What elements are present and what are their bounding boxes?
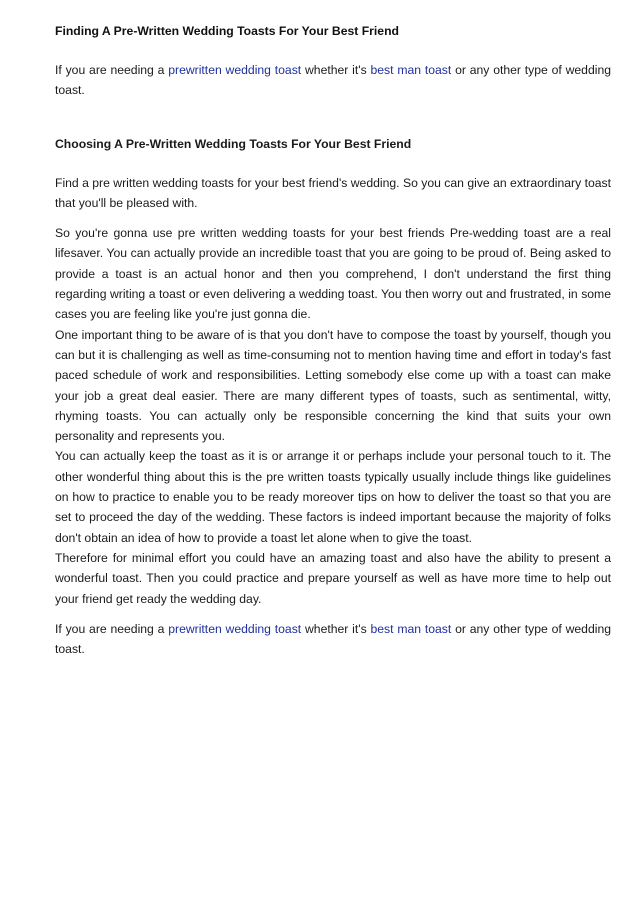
body-paragraph-2: So you're gonna use pre written wedding toasts for your best friends Pre-wedding toast are a real lifesaver. You can actually provide an incredible toast that you are going to be proud of. Being asked to provide a toast is an actual honor and then you comprehend, I don't understand the first thing regarding writing a toast or even delivering a wedding toast. You then worry out and frustrated, in some cases you are feeling like you're just gonna die. (55, 226, 611, 322)
document-page (55, 22, 611, 659)
page-title: Finding A Pre-Written Wedding Toasts For Your Best Friend (55, 24, 399, 38)
best-man-toast-link-2[interactable]: best man toast (370, 621, 452, 636)
intro-text-post: or any other type of wedding toast. (55, 63, 611, 98)
intro-paragraph (55, 60, 611, 101)
intro-text-mid: whether it's (301, 63, 371, 77)
intro-text-pre: If you are needing a (55, 63, 169, 77)
prewritten-wedding-toast-link[interactable]: prewritten wedding toast (168, 63, 302, 77)
prewritten-wedding-toast-link-2[interactable]: prewritten wedding toast (168, 621, 302, 636)
outro-text-mid: whether it's (301, 621, 371, 636)
outro-paragraph (55, 619, 611, 660)
body-paragraph-1: Find a pre written wedding toasts for your best friend's wedding. So you can give an extraordinary toast that you'll be pleased with. (55, 175, 611, 210)
outro-text-post: or any other type of wedding toast. (55, 621, 611, 657)
body-paragraph-3: One important thing to be aware of is that you don't have to compose the toast by yourself, though you can but it is challenging as well as time-consuming not to mention having time and effort in today's fast paced schedule of work and responsibilities. Letting somebody else come up with a toast can make your job a great deal easier. There are many different types of toasts, such as sentimental, witty, rhyming toasts. You can actually only be responsible concerning the kind that suits your own personality and represents you. (55, 327, 611, 444)
body-paragraph-5: Therefore for minimal effort you could have an amazing toast and also have the ability to present a wonderful toast. Then you could practice and prepare yourself as well as have more time to help out your friend get ready the wedding day. (55, 550, 611, 606)
section-heading: Choosing A Pre-Written Wedding Toasts For Your Best Friend (55, 136, 412, 151)
body-paragraph-4: You can actually keep the toast as it is or arrange it or perhaps include your personal touch to it. The other wonderful thing about this is the pre written toasts typically usually include things like guidelines on how to practice to enable you to be ready moreover tips on how to deliver the toast so that you are set to proceed the day of the wedding. These factors is indeed important because the majority of folks don't obtain an idea of how to provide a toast let alone when to give the toast. (55, 449, 611, 545)
outro-text-pre: If you are needing a (55, 621, 169, 636)
best-man-toast-link[interactable]: best man toast (370, 63, 452, 77)
